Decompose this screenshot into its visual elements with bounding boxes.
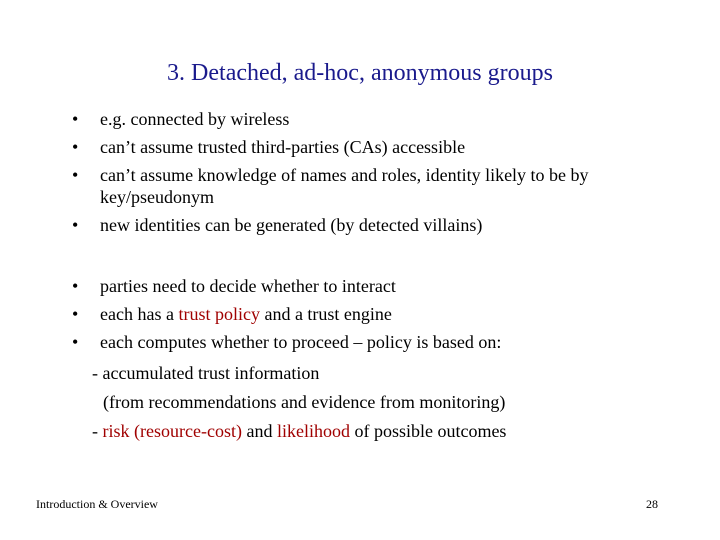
bullet-icon: •: [72, 332, 79, 352]
text-segment: and a trust engine: [259, 304, 392, 324]
text-segment: each has a: [100, 304, 179, 324]
slide-title: 3. Detached, ad-hoc, anonymous groups: [167, 60, 553, 86]
bullet-icon: •: [72, 215, 79, 235]
bullet-text: can’t assume trusted third-parties (CAs) accessible: [100, 137, 466, 157]
list-item: [72, 331, 672, 353]
bullet-text: can’t assume knowledge of names and roles, identity likely to be by key/pseudonym: [100, 165, 589, 207]
bullet-list-trust: [72, 275, 672, 359]
bullet-icon: •: [72, 109, 79, 129]
list-item: [72, 108, 672, 130]
bullet-icon: •: [72, 276, 79, 296]
highlight-likelihood: likelihood: [276, 421, 350, 441]
highlight-risk: risk (resource-cost): [102, 421, 242, 441]
bullet-text: [100, 304, 392, 324]
list-item: [72, 136, 672, 158]
list-item: [72, 214, 672, 236]
text-segment: -: [92, 421, 103, 441]
bullet-icon: •: [72, 137, 79, 157]
sub-item-sources: (from recommendations and evidence from monitoring): [103, 392, 506, 412]
bullet-icon: •: [72, 165, 79, 185]
bullet-icon: •: [72, 304, 79, 324]
text-segment: and: [241, 421, 277, 441]
highlight-trust-policy: trust policy: [178, 304, 260, 324]
bullet-text: parties need to decide whether to interact: [100, 276, 396, 296]
list-item: [72, 164, 672, 208]
bullet-text: e.g. connected by wireless: [100, 109, 290, 129]
footer-title: Introduction & Overview: [36, 497, 158, 511]
sub-item-risk: [92, 420, 506, 442]
sub-item-trust-info: - accumulated trust information: [92, 363, 320, 383]
bullet-text: each computes whether to proceed – policy is based on:: [100, 332, 502, 352]
bullet-list-context: [72, 108, 672, 242]
bullet-text: new identities can be generated (by detected villains): [100, 215, 483, 235]
page-number: 28: [646, 497, 658, 511]
list-item: [72, 275, 672, 297]
text-segment: of possible outcomes: [349, 421, 507, 441]
list-item: [72, 303, 672, 325]
